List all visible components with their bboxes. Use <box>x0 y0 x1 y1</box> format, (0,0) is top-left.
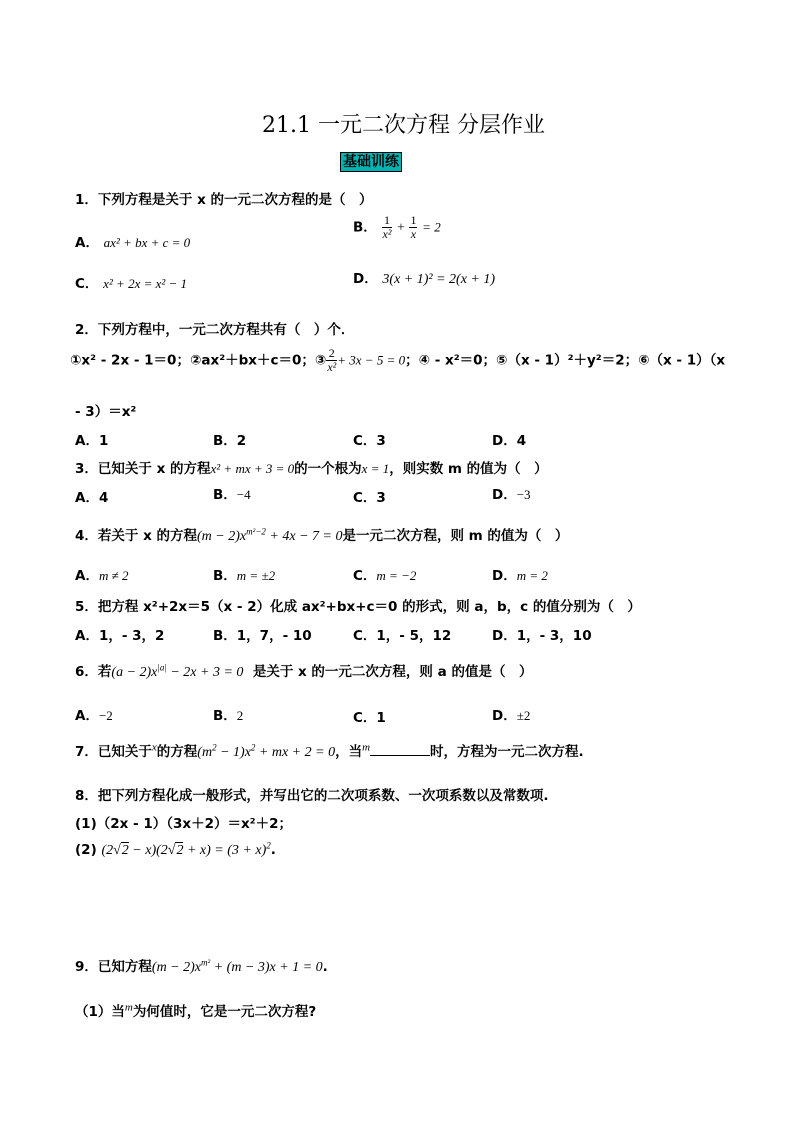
q2-eq-tail: + 3x − 5 = 0 <box>337 352 406 368</box>
q6-b-value: 2 <box>236 708 244 723</box>
q8-part-2 <box>75 842 276 859</box>
q7-variable: x <box>151 741 157 754</box>
option-label: D． <box>492 487 517 503</box>
q9-part-1-b: 为何值时，它是一元二次方程? <box>132 1004 317 1020</box>
q3-root: x = 1 <box>361 461 390 476</box>
q3-b-value: −4 <box>236 487 251 502</box>
option-label: A． <box>75 568 99 584</box>
question-1-stem: 1．下列方程是关于 x 的一元二次方程的是（ ） <box>75 192 373 208</box>
q9-m: m <box>124 1001 133 1014</box>
q1-d-equation: 3(x + 1)² = 2(x + 1) <box>382 272 496 287</box>
page-title: 21.1 一元二次方程 分层作业 <box>262 113 545 138</box>
q8-part-2-end: . <box>270 842 276 858</box>
q1-b-fraction-2: $\frac{1}{x}$ <box>410 213 417 241</box>
q2-equations-line-2: - 3）＝x² <box>75 404 137 420</box>
q2-equations-line-1 <box>70 347 725 374</box>
q2-fraction: $\frac{2}{\text{x²}}$ <box>327 346 337 374</box>
option-label: D． <box>353 271 378 287</box>
q8-equation: $(2√2 - x)(2√2 + x) = (3 + x)^2$ <box>101 840 271 858</box>
q6-option-b <box>213 704 243 724</box>
q4-stem-b: 是一元二次方程，则 m 的值为（ ） <box>342 528 569 544</box>
q4-b-value: m = ±2 <box>236 568 276 583</box>
q1-c-equation: x² + 2x = x² − 1 <box>103 276 188 291</box>
q5-option-d: D．1，- 3，10 <box>492 628 592 644</box>
q1-b-fraction-1: $\frac{1}{\text{x²}}$ <box>382 213 392 241</box>
q3-d-value: −3 <box>516 487 531 502</box>
q8-part-1: (1)（2x - 1）（3x＋2）＝x²＋2； <box>75 816 292 832</box>
q6-option-c: C．1 <box>353 710 386 726</box>
q1-b-equation-tail: = 2 <box>422 219 441 235</box>
question-9-stem <box>75 955 328 976</box>
q9-part-1 <box>75 1000 316 1020</box>
question-3-stem <box>75 457 548 477</box>
q3-option-c: C．3 <box>353 490 386 506</box>
q4-stem-a: 4．若关于 x 的方程 <box>75 528 198 544</box>
q3-option-b <box>213 483 251 503</box>
q4-d-value: m = 2 <box>516 568 548 583</box>
q7-stem-a: 7．已知关于 <box>75 744 152 760</box>
q5-option-c: C．1，- 5，12 <box>353 628 452 644</box>
option-label: C． <box>353 568 377 584</box>
option-label: D． <box>492 708 517 724</box>
q1-option-a <box>75 231 190 251</box>
q3-equation: x² + mx + 3 = 0 <box>210 461 295 476</box>
q3-option-d <box>492 483 531 503</box>
q1-option-c <box>75 272 187 292</box>
q4-a-value: m ≠ 2 <box>98 568 129 583</box>
q6-a-value: −2 <box>98 708 113 723</box>
q6-stem-b: 是关于 x 的一元二次方程，则 a 的值是（ ） <box>252 664 533 680</box>
q2-option-b: B．2 <box>213 433 247 449</box>
q1-a-equation: ax² + bx + c = 0 <box>103 235 191 250</box>
option-label: B． <box>353 219 377 236</box>
q8-part-2-label: (2) <box>75 842 97 858</box>
section-badge: 基础训练 <box>340 152 402 172</box>
q2-option-c: C．3 <box>353 433 386 449</box>
q5-option-b: B．1，7，- 10 <box>213 628 312 644</box>
answer-blank[interactable] <box>370 743 430 756</box>
question-7-stem <box>75 740 584 761</box>
question-5-stem: 5．把方程 x²+2x＝5（x - 2）化成 ax²+bx+c＝0 的形式，则 a，b，c 的值分别为（ ） <box>75 599 641 615</box>
q7-stem-c: ，当 <box>335 744 363 760</box>
question-6-stem <box>75 660 532 681</box>
q5-option-a: A．1，- 3，2 <box>75 628 165 644</box>
q7-stem-b: 的方程 <box>156 744 198 760</box>
q7-m: m <box>362 741 371 754</box>
q4-option-a <box>75 564 128 584</box>
q9-part-1-a: （1）当 <box>75 1004 125 1020</box>
q4-option-d <box>492 564 548 584</box>
q9-equation: $(m - 2)x^{m^2} + (m - 3)x + 1 = 0$ <box>151 957 323 975</box>
question-2-stem: 2．下列方程中，一元二次方程共有（ ）个． <box>75 322 355 338</box>
option-label: D． <box>492 568 517 584</box>
q3-option-a: A．4 <box>75 490 109 506</box>
question-8-stem: 8．把下列方程化成一般形式，并写出它的二次项系数、一次项系数以及常数项. <box>75 788 549 804</box>
q7-stem-d: 时，方程为一元二次方程. <box>430 744 584 760</box>
q7-equation: $(m^2 - 1)x^2$ + mx + 2 = 0 <box>197 742 336 760</box>
option-label: B． <box>213 568 237 584</box>
question-4-stem <box>75 524 568 545</box>
q2-option-a: A．1 <box>75 433 109 449</box>
q6-option-d <box>492 704 530 724</box>
q2-eq-text-b: ；④ - x²＝0；⑤（x - 1）²＋y²＝2；⑥（x - 1）（x <box>405 352 726 369</box>
q6-stem-a: 6．若 <box>75 664 112 680</box>
q6-equation: $(a - 2)x^{|a|} - 2x + 3 = 0$ <box>111 662 244 680</box>
q4-option-c <box>353 564 416 584</box>
q3-stem-c: ，则实数 m 的值为（ ） <box>389 461 548 477</box>
q3-stem-b: 的一个根为 <box>294 461 362 477</box>
q2-eq-text-a: ①x² - 2x - 1＝0；②ax²＋bx＋c＝0；③ <box>70 352 327 369</box>
option-label: B． <box>213 487 237 503</box>
q4-option-b <box>213 564 275 584</box>
q1-option-b: B． $\frac{1}{\text{x²}}$ + $\frac{1}{x}$ = 2 <box>353 213 441 241</box>
q4-c-value: m = −2 <box>376 568 417 583</box>
q9-stem-a: 9．已知方程 <box>75 959 152 975</box>
option-label: A． <box>75 235 99 251</box>
q9-stem-b: . <box>322 959 328 975</box>
q2-option-d: D．4 <box>492 433 527 449</box>
option-label: C． <box>75 276 99 292</box>
q4-equation: $(m - 2)x^{m^2-2} + 4x - 7 = 0$ <box>197 526 343 544</box>
option-label: A． <box>75 708 99 724</box>
q6-option-a <box>75 704 113 724</box>
q6-d-value: ±2 <box>516 708 531 723</box>
q1-option-d <box>353 267 495 288</box>
q3-stem-a: 3．已知关于 x 的方程 <box>75 461 211 477</box>
option-label: B． <box>213 708 237 724</box>
